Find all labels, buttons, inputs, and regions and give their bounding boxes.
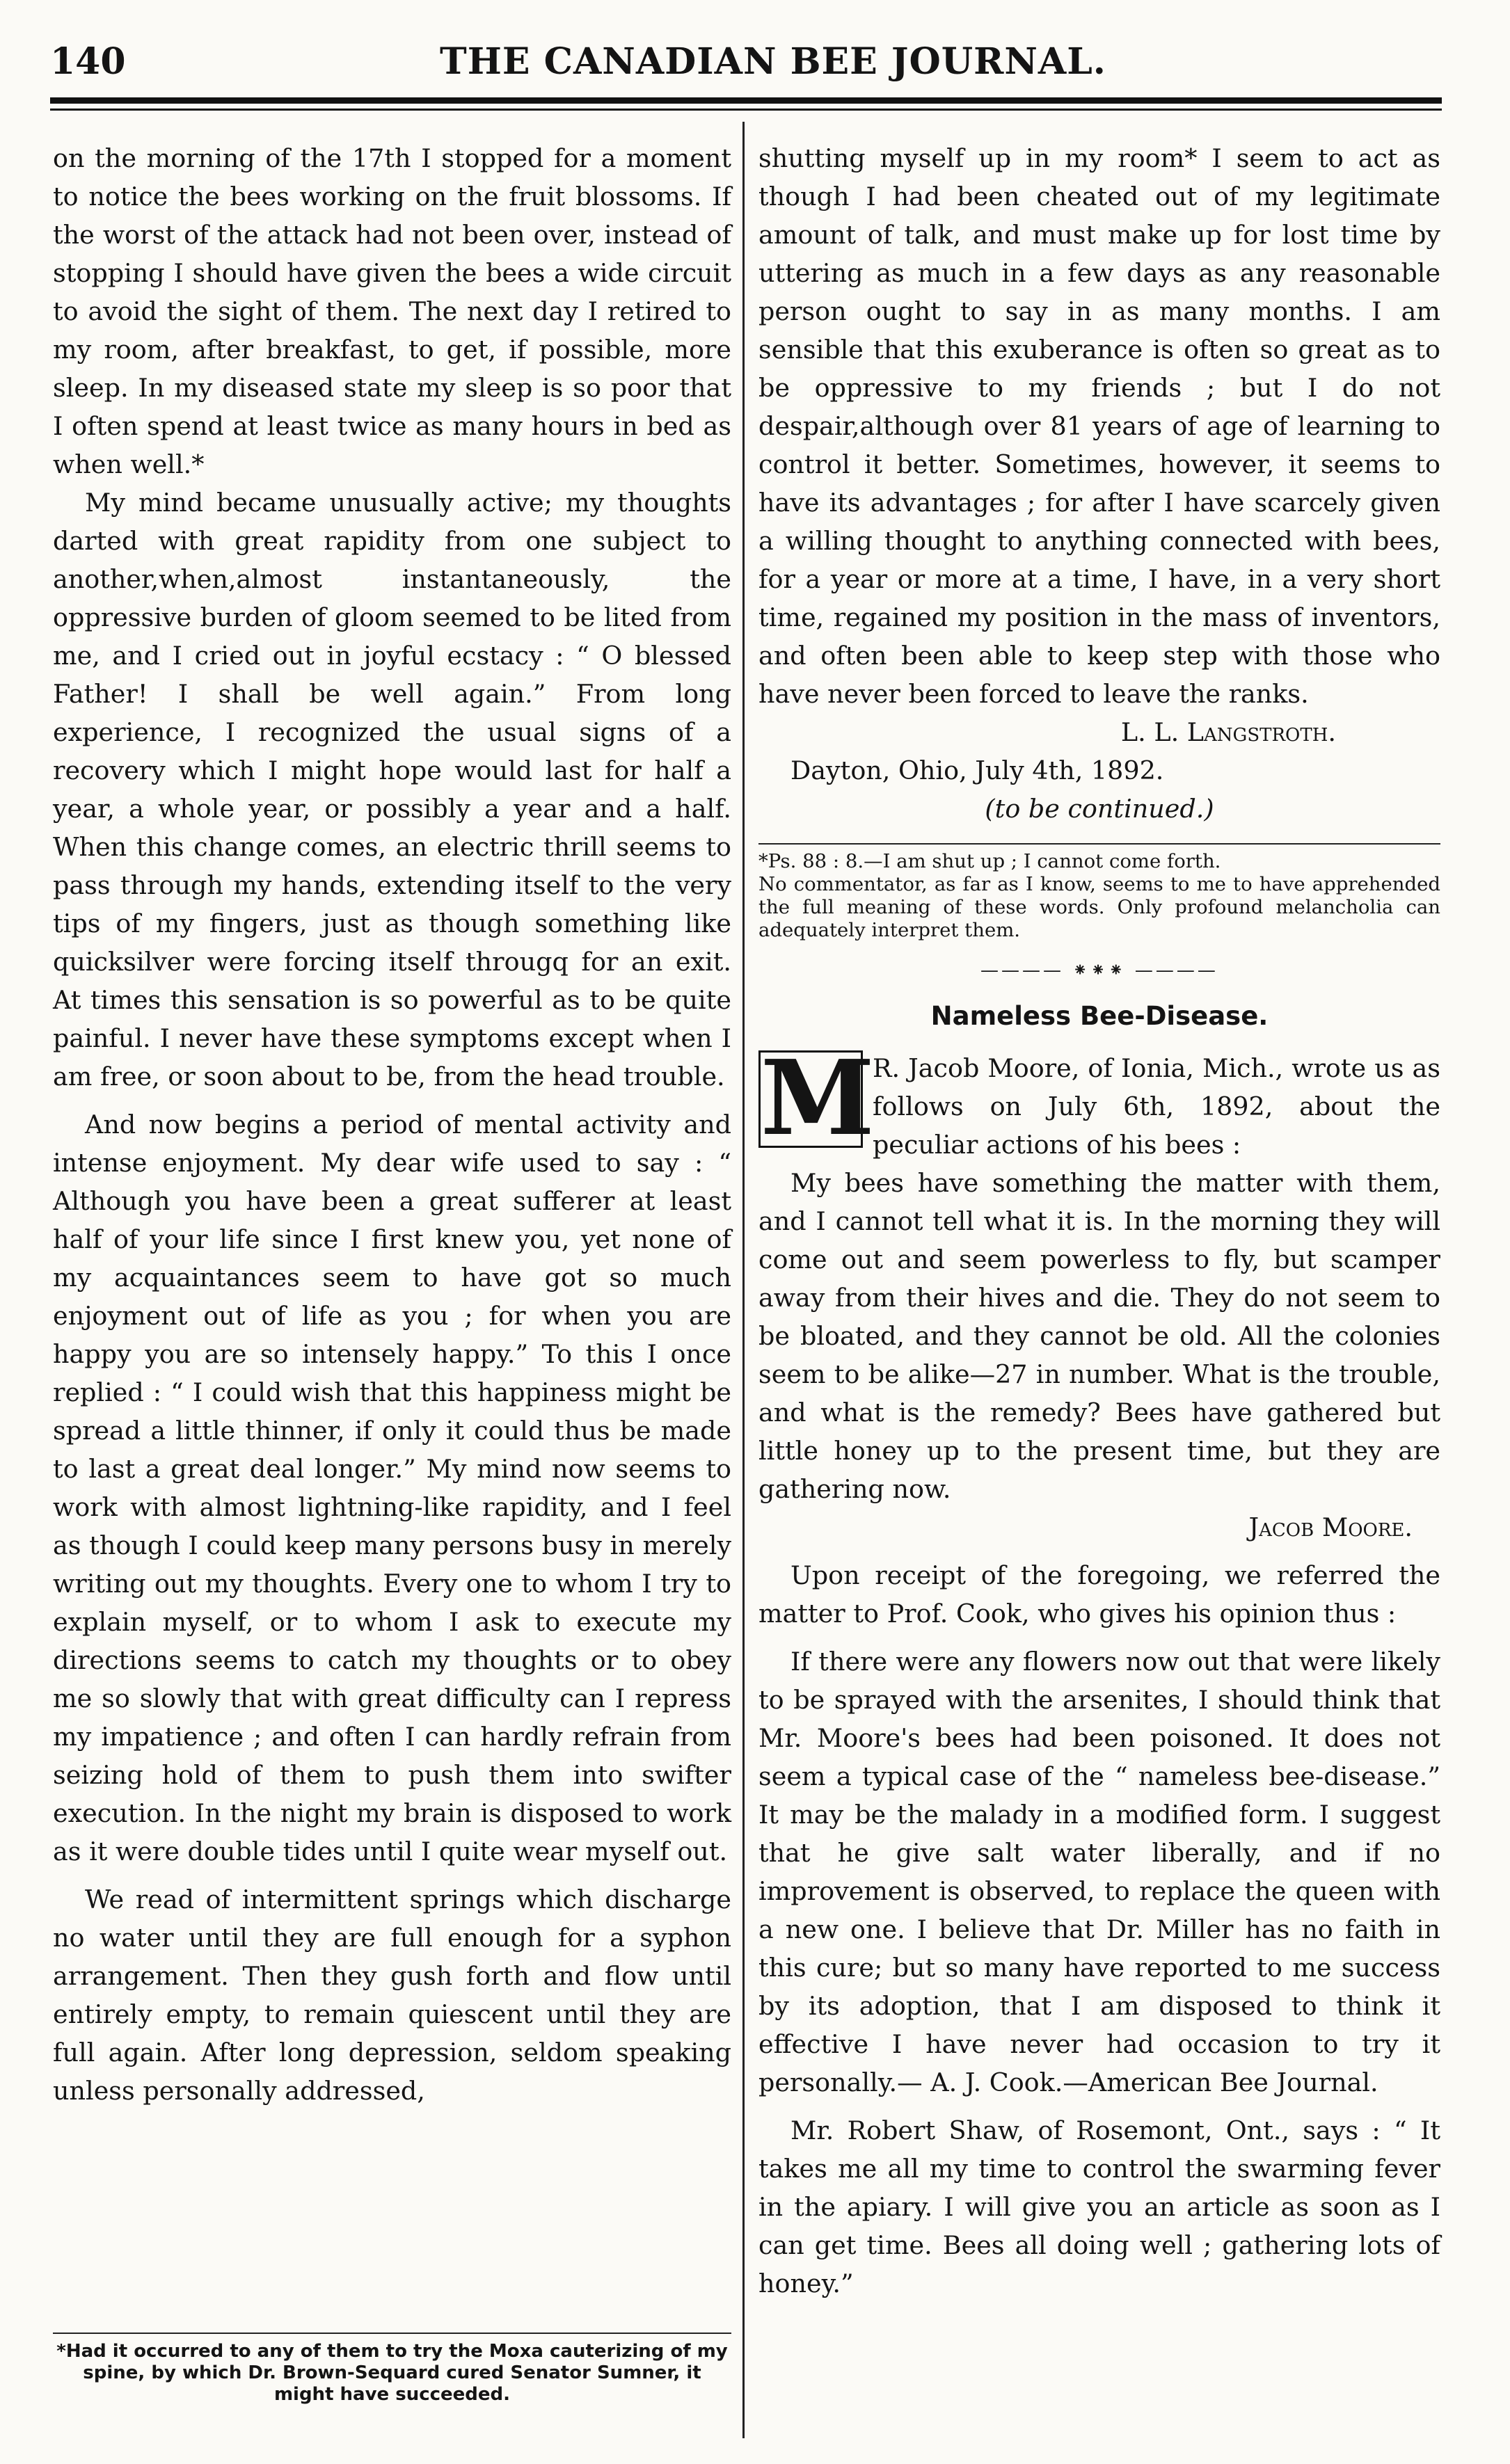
continued-note: (to be continued.) [985, 794, 1214, 824]
page-header [50, 40, 1456, 89]
header-rule [50, 97, 1442, 104]
column-divider [742, 122, 745, 2438]
paragraph: And now begins a period of mental activity and intense enjoyment. My dear wife used to say : “ Although you have been a great sufferer at least half of your life since I first knew you, yet none of my acquaintances seem to have got so much enjoyment out of life as you ; for when you are happy you are so intensely happy.” To this I once replied : “ I could wish that this happiness might be spread a little thinner, if only it could thus be made to last a great deal longer.” My mind now seems to work with almost lightning-like rapidity, and I feel as though I could keep many persons busy in merely writing out my thoughts. Every one to whom I try to explain myself, or to whom I ask to execute my directions seems to catch my thoughts or to obey me so slowly that with great difficulty can I repress my impatience ; and often I can hardly refrain from seizing hold of them to push them into swifter execution. In the night my brain is disposed to work as it were double tides until I quite wear myself out. [53, 1110, 731, 1866]
author-signature: Jacob Moore. [1248, 1512, 1413, 1542]
intro-block [758, 1037, 1440, 1164]
paragraph: We read of intermittent springs which discharge no water until they are full enough for a syphon arrangement. Then they gush forth and flow until entirely empty, to remain quiescent until they are full again. After long depression, seldom speaking unless personally addressed, [53, 1885, 731, 2106]
paragraph: Mr. Robert Shaw, of Rosemont, Ont., says : “ It takes me all my time to control the swarming fever in the apiary. I will give you an article as soon as I can get time. Bees all doing well ; gathering lots of honey.” [758, 2115, 1440, 2298]
section-title: Nameless Bee-Disease. [930, 1001, 1269, 1031]
right-column [758, 139, 1440, 2303]
journal-title: THE CANADIAN BEE JOURNAL. [440, 40, 1106, 83]
footnote-line: *Ps. 88 : 8.—I am shut up ; I cannot come forth. [758, 850, 1221, 872]
section-ornament: ———— ⁕⁕⁕ ———— [980, 960, 1218, 981]
paragraph: on the morning of the 17th I stopped for a moment to notice the bees working on the fruit blossoms. If the worst of the attack had not been over, instead of stopping I should have given the bees a wide circuit to avoid the sight of them. The next day I retired to my room, after breakfast, to get, if possible, more sleep. In my diseased state my sleep is so poor that I often spend at least twice as many hours in bed as when well.* [53, 143, 731, 479]
paragraph: shutting myself up in my room* I seem to act as though I had been cheated out of my legitimate amount of talk, and must make up for lost time by uttering as much in a few days as any reasonable person ought to say in as many months. I am sensible that this exuberance is often so great as to be oppressive to my friends ; but I do not despair,although over 81 years of age of learning to control it better. Sometimes, however, it seems to have its advantages ; for after I have scarcely given a willing thought to anything connected with bees, for a year or more at a time, I have, in a very short time, regained my position in the mass of inventors, and often been able to keep step with those who have never been forced to leave the ranks. [758, 143, 1440, 709]
paragraph: My bees have something the matter with them, and I cannot tell what it is. In the morning they will come out and seem powerless to fly, but scamper away from their hives and die. They do not seem to be bloated, and they cannot be old. All the colonies seem to be alike—27 in number. What is the trouble, and what is the remedy? Bees have gathered but little honey up to the present time, but they are gathering now. [758, 1168, 1440, 1504]
footnote [758, 843, 1440, 942]
paragraph: R. Jacob Moore, of Ionia, Mich., wrote us as follows on July 6th, 1892, about the peculiar actions of his bees : [873, 1053, 1440, 1160]
left-column [53, 139, 731, 2110]
dateline: Dayton, Ohio, July 4th, 1892. [790, 755, 1164, 785]
page-number: 140 [50, 40, 126, 83]
paragraph: Upon receipt of the foregoing, we referred the matter to Prof. Cook, who gives his opinion thus : [758, 1560, 1440, 1629]
footnote-line: No commentator, as far as I know, seems to me to have apprehended the full meaning of these words. Only profound melancholia can adequately interpret them. [758, 873, 1440, 941]
footnote: *Had it occurred to any of them to try the Moxa cauterizing of my spine, by which Dr. Brown-Sequard cured Senator Sumner, it might have succeeded. [53, 2333, 731, 2406]
paragraph: If there were any flowers now out that were likely to be sprayed with the arsenites, I should think that Mr. Moore's bees had been poisoned. It does not seem a typical case of the “ nameless bee-disease.” It may be the malady in a modified form. I suggest that he give salt water liberally, and if no improvement is observed, to replace the queen with a new one. I believe that Dr. Miller has no faith in this cure; but so many have reported to me success by its adoption, that I am disposed to think it effective I have never had occasion to try it personally.— A. J. Cook.—American Bee Journal. [758, 1647, 1440, 2097]
paragraph: My mind became unusually active; my thoughts darted with great rapidity from one subject to another,when,almost instantaneously, the oppressive burden of gloom seemed to be lited from me, and I cried out in joyful ecstacy : “ O blessed Father! I shall be well again.” From long experience, I recognized the usual signs of a recovery which I might hope would last for half a year, a whole year, or possibly a year and a half. When this change comes, an electric thrill seems to pass through my hands, extending itself to the very tips of my fingers, just as though something like quicksilver were forcing itself througq for an exit. At times this sensation is so powerful as to be quite painful. I never have these symptoms except when I am free, or soon about to be, from the head trouble. [53, 488, 731, 1091]
drop-cap: M [758, 1050, 863, 1148]
author-signature: L. L. Langstroth. [1120, 717, 1336, 747]
header-rule-thin [50, 109, 1442, 111]
